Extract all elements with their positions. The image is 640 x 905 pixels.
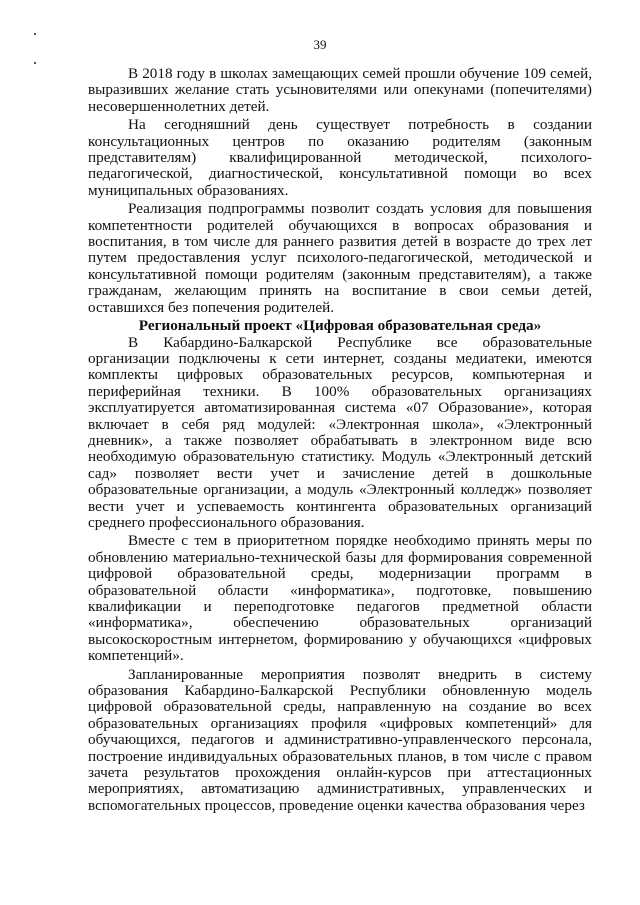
paragraph-planned-activities: Запланированные мероприятия позволят внедрить в систему образования Кабардино-Балкарской Республики обновленную модель цифровой образовательной среды, направленную на создание во всех образовательных организациях профиля «цифровых компетенций» для обучающихся, педагогов и административно-управленческого персонала, построение индивидуальных образовательных планов, в том числе с правом зачета результатов прохождения онлайн-курсов при аттестационных мероприятиях, автоматизацию административных, управленческих и вспомогательных процессов, проведение оценки качества образования через <box>88 665 592 814</box>
paragraph-consultation-need: На сегодняшний день существует потребность в создании консультационных центров по оказанию родителям (законным представителям) квалифицированной методической, психолого-педагогической, диагностической, консультативной помощи во всех муниципальных образованиях. <box>88 116 592 199</box>
scan-mark <box>34 62 36 64</box>
section-heading: Региональный проект «Цифровая образовательная среда» <box>138 317 542 335</box>
scan-mark <box>34 33 36 35</box>
paragraph-school-families: В 2018 году в школах замещающих семей прошли обучение 109 семей, выразивших желание стать усыновителями или опекунами (попечителями) несовершеннолетних детей. <box>88 65 592 115</box>
paragraph-priority-measures: Вместе с тем в приоритетном порядке необходимо принять меры по обновлению материально-технической базы для формирования современной цифровой образовательной среды, модернизации программ в образовательной области «информатика», подготовке, повышению квалификации и переподготовке педагогов предметной области «информатика», обеспечению образовательных организаций высокоскоростным интернетом, формированию у обучающихся «цифровых компетенций». <box>88 532 592 665</box>
page-number: 39 <box>313 37 327 52</box>
document-body <box>88 66 592 816</box>
paragraph-internet-connection: В Кабардино-Балкарской Республике все образовательные организации подключены к сети интернет, созданы медиатеки, имеются комплекты цифровых образовательных ресурсов, компьютерная и периферийная техники. В 100% образовательных организациях эксплуатируется автоматизированная система «07 Образование», которая включает в себя ряд модулей: «Электронная школа», «Электронный дневник», а также позволяет обрабатывать в электронном виде всю необходимую образовательную статистику. Модуль «Электронный детский сад» позволяет вести учет и зачисление детей в дошкольные образовательные организации, а модуль «Электронный колледж» позволяет вести учет и успеваемость контингента образовательных организаций среднего профессионального образования. <box>88 333 592 531</box>
paragraph-subprogram: Реализация подпрограммы позволит создать условия для повышения компетентности родителей обучающихся в вопросах образования и воспитания, в том числе для раннего развития детей в возрасте до трех лет путем предоставления услуг психолого-педагогической, методической и консультативной помощи родителям (законным представителям), а также гражданам, желающим принять на воспитание в свои семьи детей, оставшихся без попечения родителей. <box>88 200 592 316</box>
